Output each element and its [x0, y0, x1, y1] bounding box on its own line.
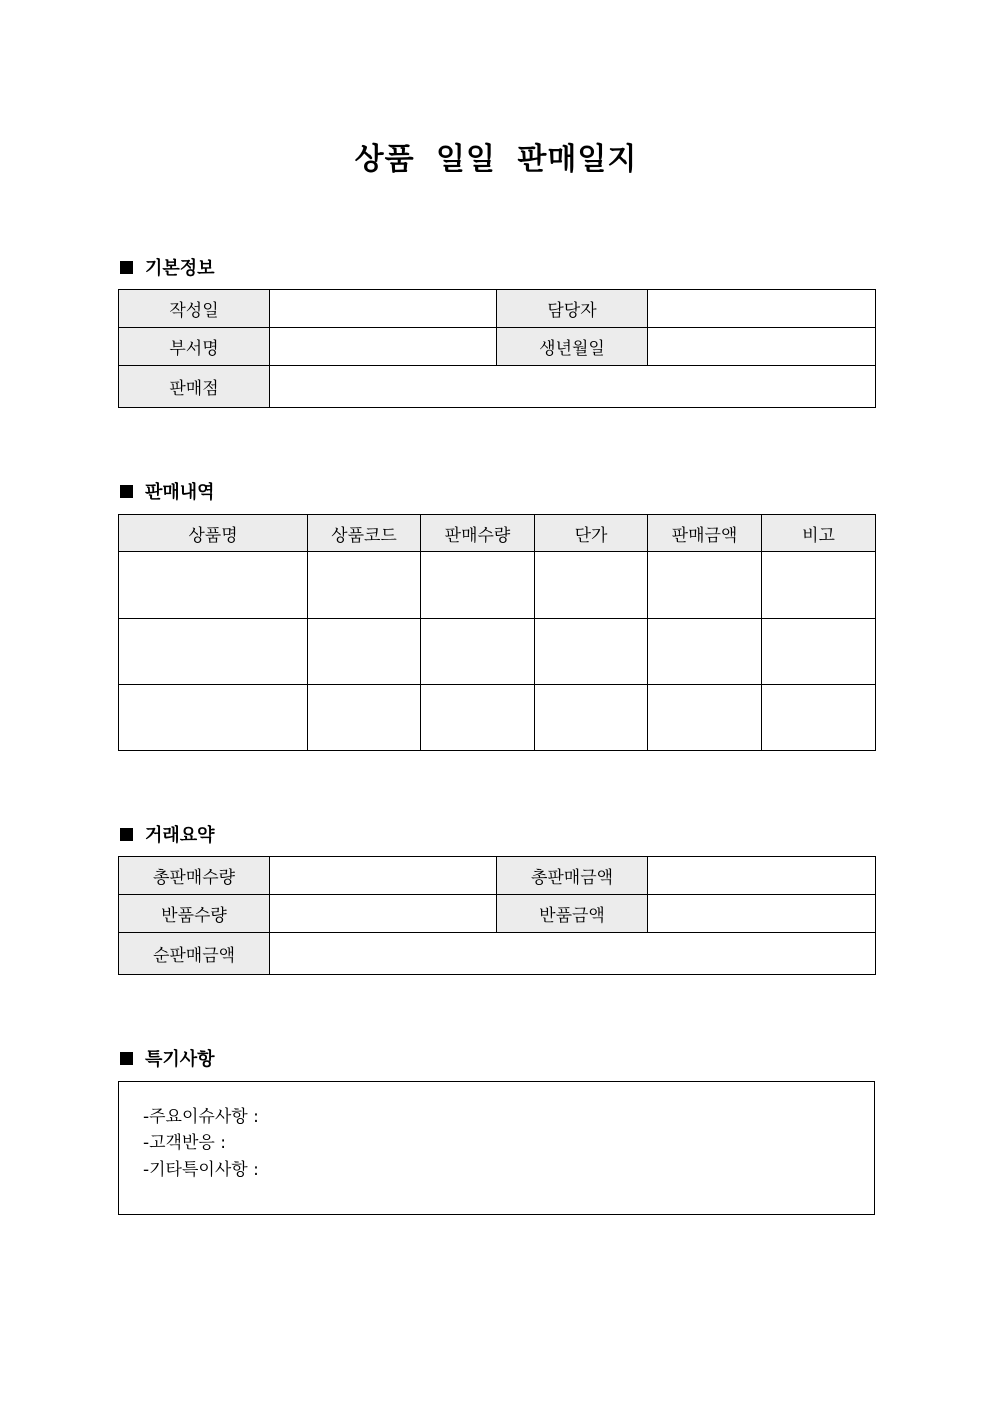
square-bullet-icon: [120, 261, 133, 274]
table-header-row: [119, 515, 876, 552]
table-cell[interactable]: [421, 552, 535, 619]
birthdate-field[interactable]: [648, 328, 876, 366]
table-cell[interactable]: [648, 685, 762, 751]
table-cell[interactable]: [308, 685, 421, 751]
net-amount-field[interactable]: [270, 933, 876, 975]
store-field[interactable]: [270, 366, 876, 408]
total-amount-label: 총판매금액: [497, 857, 648, 895]
table-cell[interactable]: [762, 552, 876, 619]
table-cell[interactable]: [308, 552, 421, 619]
column-header-quantity: 판매수량: [421, 515, 535, 552]
section-heading-label: 거래요약: [145, 825, 215, 846]
note-line-other-remarks: -기타특이사항 :: [143, 1160, 259, 1180]
square-bullet-icon: [120, 828, 133, 841]
manager-label: 담당자: [497, 290, 648, 328]
square-bullet-icon: [120, 485, 133, 498]
total-qty-label: 총판매수량: [119, 857, 270, 895]
section-heading-label: 판매내역: [145, 482, 215, 503]
notes-box[interactable]: [118, 1081, 875, 1215]
return-amount-label: 반품금액: [497, 895, 648, 933]
note-line-main-issues: -주요이슈사항 :: [143, 1107, 259, 1127]
column-header-product-code: 상품코드: [308, 515, 421, 552]
table-cell[interactable]: [648, 619, 762, 685]
total-amount-field[interactable]: [648, 857, 876, 895]
square-bullet-icon: [120, 1052, 133, 1065]
note-line-customer-response: -고객반응 :: [143, 1133, 226, 1153]
table-cell[interactable]: [119, 552, 308, 619]
column-header-remarks: 비고: [762, 515, 876, 552]
sales-table: [118, 514, 876, 751]
table-cell[interactable]: [421, 619, 535, 685]
column-header-amount: 판매금액: [648, 515, 762, 552]
department-label: 부서명: [119, 328, 270, 366]
table-cell[interactable]: [648, 552, 762, 619]
section-heading-sales: [120, 478, 215, 504]
table-cell[interactable]: [535, 552, 648, 619]
table-cell[interactable]: [762, 619, 876, 685]
department-field[interactable]: [270, 328, 497, 366]
table-cell[interactable]: [535, 619, 648, 685]
table-cell[interactable]: [119, 619, 308, 685]
table-cell[interactable]: [762, 685, 876, 751]
manager-field[interactable]: [648, 290, 876, 328]
birthdate-label: 생년월일: [497, 328, 648, 366]
table-row: [119, 552, 876, 619]
page-title: 상품 일일 판매일지: [354, 142, 638, 177]
table-row: [119, 685, 876, 751]
date-field[interactable]: [270, 290, 497, 328]
total-qty-field[interactable]: [270, 857, 497, 895]
basic-info-table: [118, 289, 876, 408]
summary-table: [118, 856, 876, 975]
table-row: [119, 619, 876, 685]
section-heading-summary: [120, 821, 215, 847]
net-amount-label: 순판매금액: [119, 933, 270, 975]
return-qty-field[interactable]: [270, 895, 497, 933]
section-heading-basic-info: [120, 254, 215, 280]
date-label: 작성일: [119, 290, 270, 328]
return-amount-field[interactable]: [648, 895, 876, 933]
column-header-unit-price: 단가: [535, 515, 648, 552]
store-label: 판매점: [119, 366, 270, 408]
table-cell[interactable]: [535, 685, 648, 751]
section-heading-notes: [120, 1045, 215, 1071]
table-cell[interactable]: [308, 619, 421, 685]
return-qty-label: 반품수량: [119, 895, 270, 933]
table-cell[interactable]: [421, 685, 535, 751]
section-heading-label: 특기사항: [145, 1049, 215, 1070]
column-header-product-name: 상품명: [119, 515, 308, 552]
table-cell[interactable]: [119, 685, 308, 751]
section-heading-label: 기본정보: [145, 258, 215, 279]
